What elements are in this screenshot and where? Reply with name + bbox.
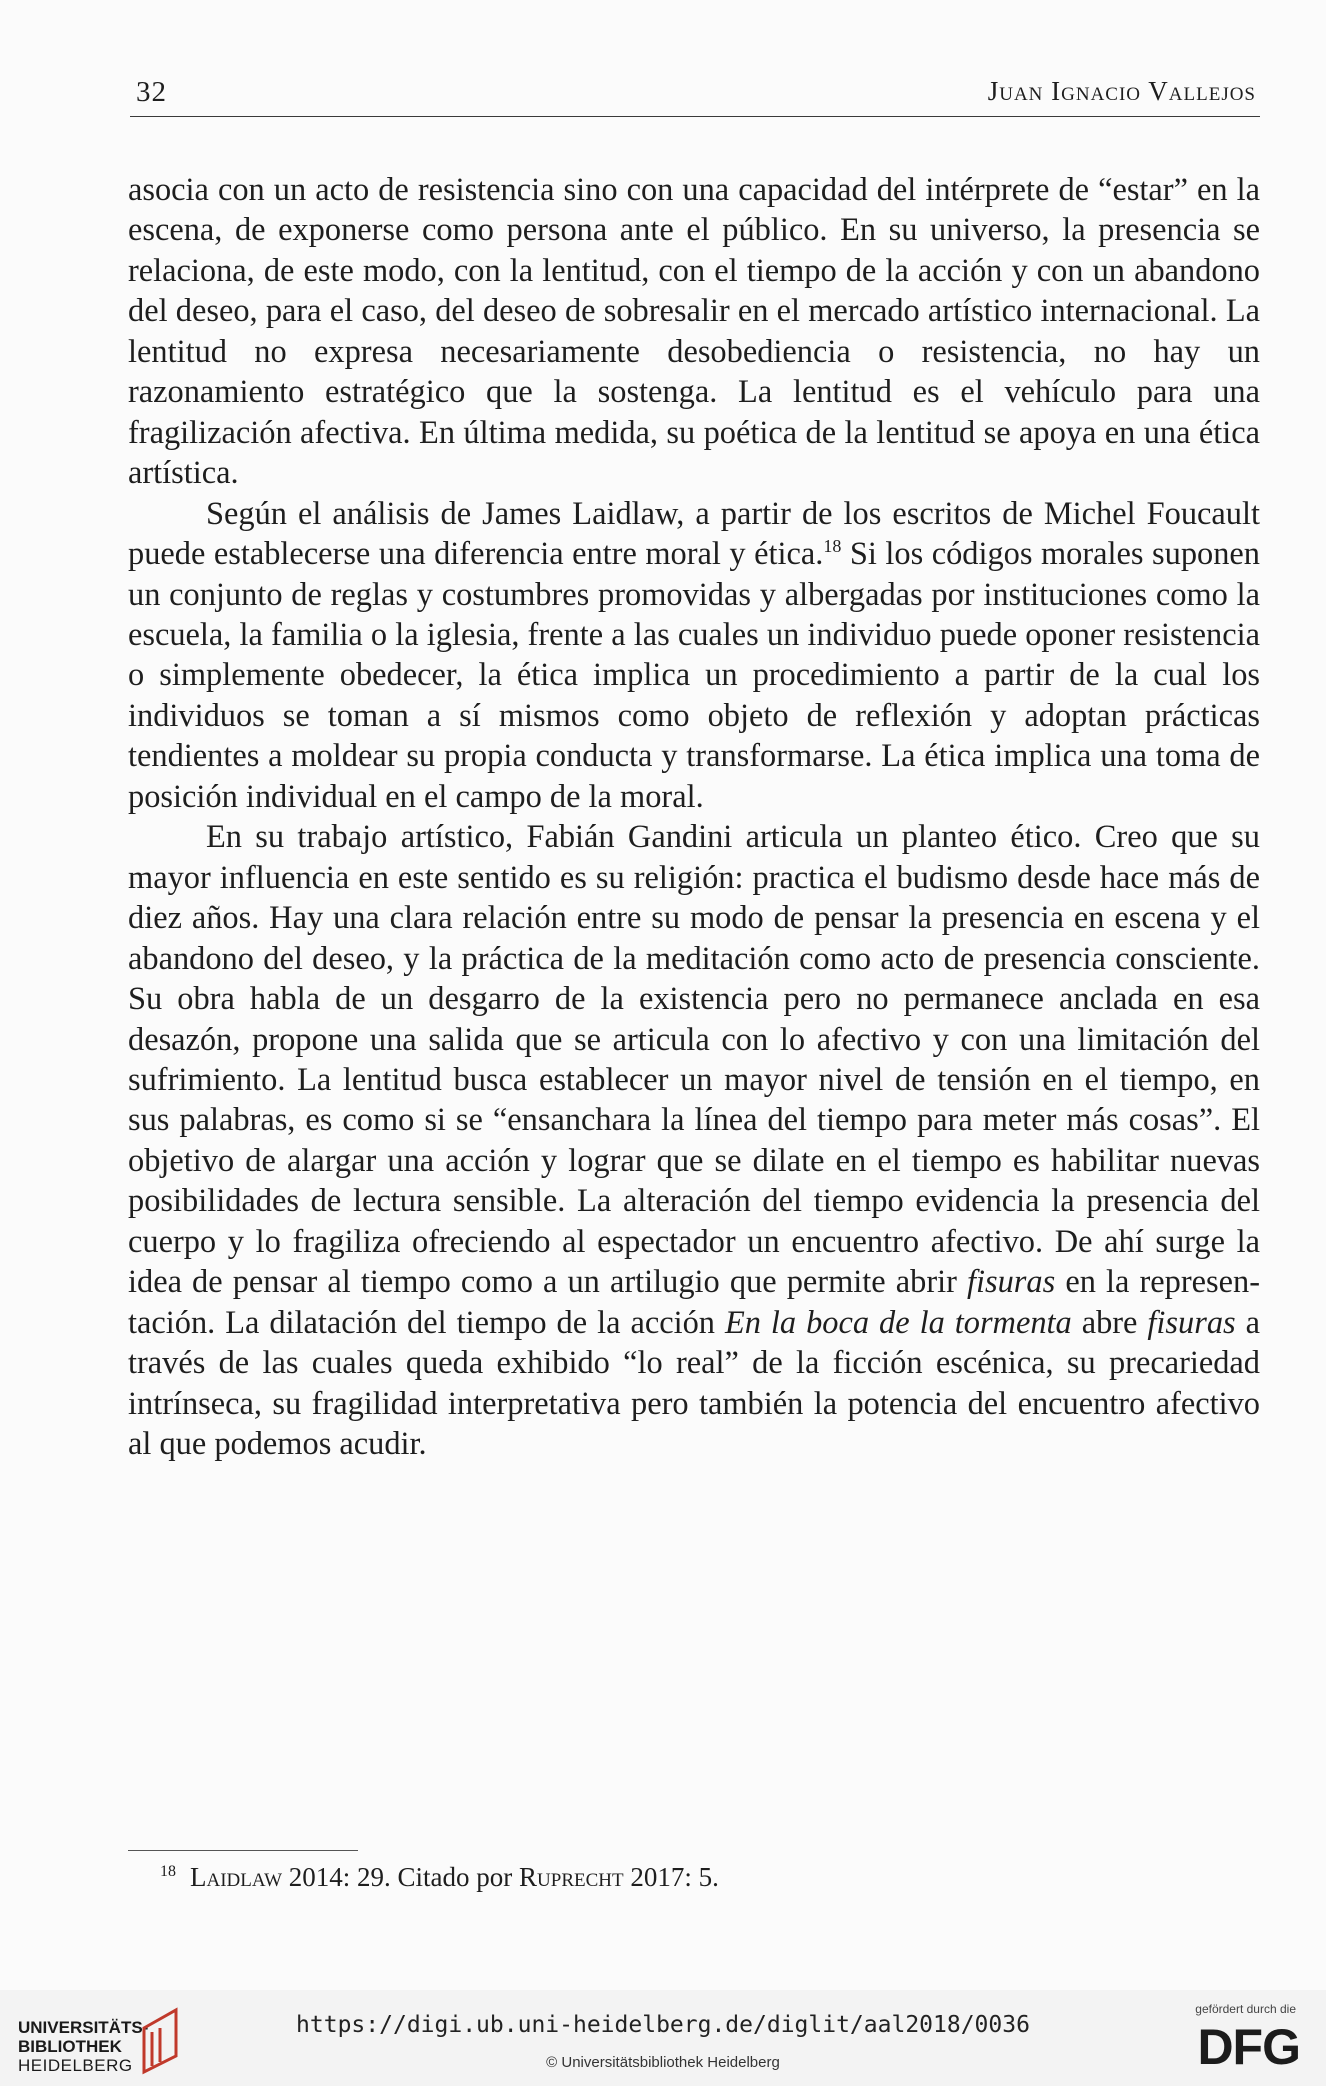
paragraph-2-part-a: Según el análisis de James Laidlaw, a partir de los escritos de Michel Foucault puede establecerse una diferencia entre moral y ética.: [128, 495, 1260, 573]
italic-fisuras-2: fisuras: [1147, 1304, 1236, 1341]
footnote-number: 18: [160, 1863, 176, 1880]
paragraph-3-part-d: a través de las cuales queda exhibido “lo real” de la ficción escénica, su precariedad intrínseca, su fragilidad interpretativa pero también la potencia del encuentro afectivo al que podemos acudir.: [128, 1304, 1260, 1463]
paragraph-2: [128, 494, 1260, 818]
footnote-text-1: 2014: 29. Citado por: [282, 1862, 520, 1892]
paragraph-2-part-b: Si los códigos morales suponen un conjunto de reglas y costumbres promovidas y albergadas por instituciones como la escuela, la familia o la iglesia, frente a las cuales un individuo puede oponer resistencia o simplemente obedecer, la ética implica un procedimiento a partir de la cual los individuos se toman a sí mismos como objeto de reflexión y adoptan prácticas tendientes a moldear su propia conducta y transformarse. La ética implica una toma de posición individual en el campo de la moral.: [128, 536, 1260, 815]
paragraph-3: [128, 817, 1260, 1464]
permalink-url[interactable]: https://digi.ub.uni-heidelberg.de/diglit/aal2018/0036: [296, 2012, 1030, 2038]
body-text: [128, 170, 1260, 1465]
footnote-text-2: 2017: 5.: [623, 1862, 719, 1892]
paragraph-3-part-b: en la representación. La dilatación del tiempo de la acción: [128, 1264, 1260, 1341]
dfg-logo: DFG: [1197, 2019, 1300, 2075]
library-name-line3: HEIDELBERG: [18, 2056, 133, 2075]
running-head-author: Juan Ignacio Vallejos: [987, 76, 1256, 106]
paragraph-3-part-a: En su trabajo artístico, Fabián Gandini articula un planteo ético. Creo que su mayor influencia en este sentido es su religión: practica el budismo desde hace más de diez años. Hay una clara relación entre su modo de pensar la presencia en escena y el abandono del deseo, y la práctica de la meditación como acto de presencia consciente. Su obra habla de un desgarro de la existencia pero no permanece anclada en esa desazón, propone una salida que se articula con lo afectivo y con una limitación del sufrimiento. La lentitud busca establecer un mayor nivel de tensión en el tiempo, en sus palabras, es como si se “ensanchara la línea del tiempo para meter más cosas”. El objetivo de alargar una acción y lograr que se dilate en el tiempo es habilitar nuevas posibilidades de lectura sensible. La alteración del tiempo evidencia la presencia del cuerpo y lo fragiliza ofreciendo al espectador un encuentro afectivo. De ahí surge la idea de pensar al tiempo como a un artilugio que permite abrir: [128, 819, 1260, 1301]
funding-note: gefördert durch die: [1195, 2002, 1296, 2016]
running-head: [130, 76, 1260, 117]
footnote-author-2: Ruprecht: [519, 1862, 624, 1892]
page-number: 32: [136, 76, 167, 108]
footnote-author-1: Laidlaw: [190, 1862, 283, 1892]
library-footer: [0, 1990, 1326, 2086]
footnote-divider: [128, 1850, 358, 1851]
paragraph-3-part-c: abre: [1071, 1304, 1148, 1341]
library-name-line1: UNIVERSITÄTS-: [18, 2018, 149, 2037]
copyright-notice: © Universitätsbibliothek Heidelberg: [546, 2054, 780, 2071]
footnote-reference[interactable]: 18: [823, 536, 842, 557]
italic-title: En la boca de la tormenta: [724, 1304, 1072, 1341]
footnote: [160, 1862, 719, 1893]
italic-fisuras: fisuras: [967, 1264, 1056, 1301]
library-name-line2: BIBLIOTHEK: [18, 2037, 122, 2056]
paragraph-1: asocia con un acto de resistencia sino con una capacidad del intérprete de “estar” en la escena, de exponerse como persona ante el público. En su universo, la presencia se relaciona, de este modo, con la lentitud, con el tiempo de la acción y con un abandono del deseo, para el caso, del deseo de sobresalir en el mercado artístico internacional. La lentitud no expresa necesariamente desobediencia o resistencia, no hay un razonamiento estratégico que la sostenga. La lentitud es el vehículo para una fragilización afectiva. En última medida, su poética de la lentitud se apoya en una ética artística.: [128, 172, 1260, 492]
